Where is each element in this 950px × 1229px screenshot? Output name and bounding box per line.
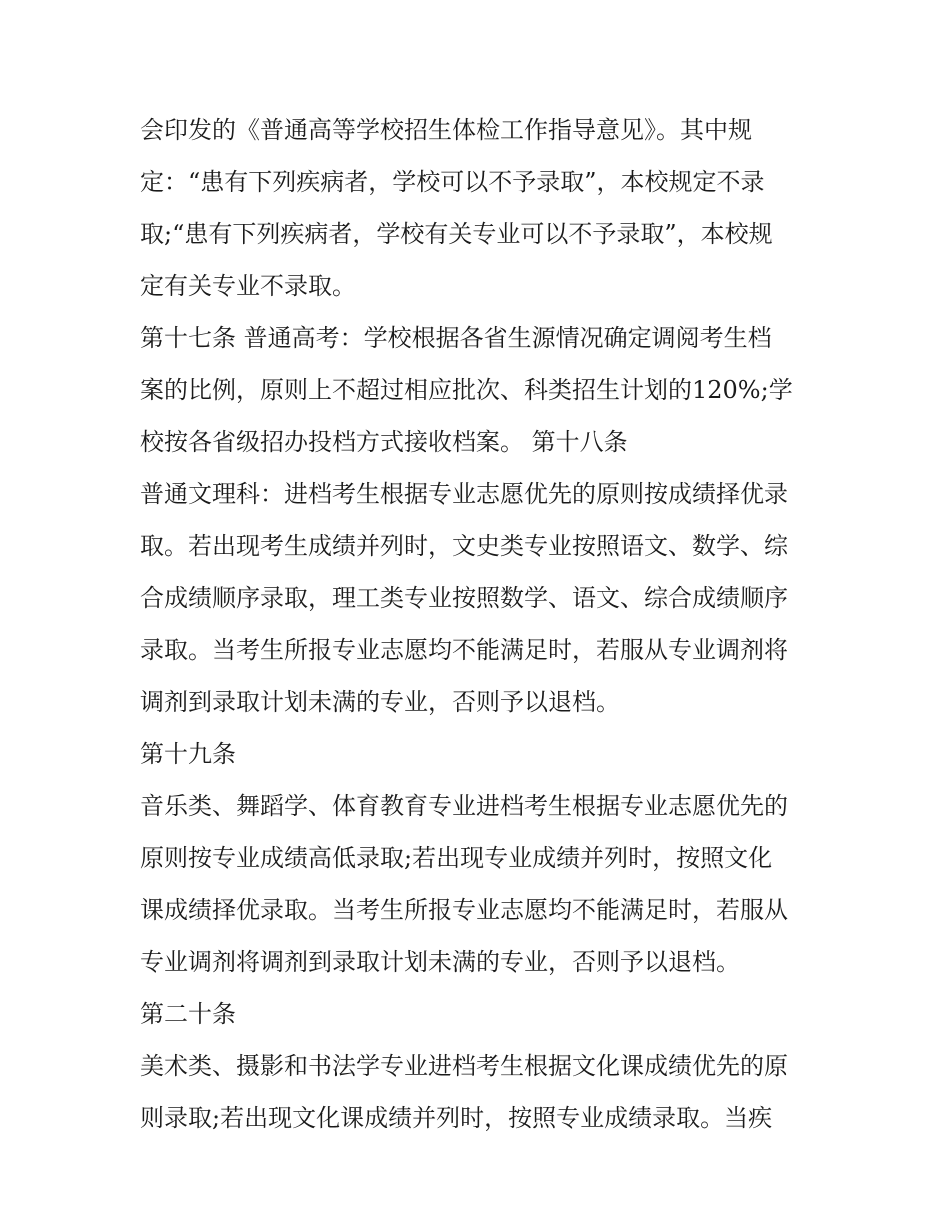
text-line: 课成绩择优录取。当考生所报专业志愿均不能满足时，若服从 xyxy=(140,896,788,924)
text-line: 取;“患有下列疾病者，学校有关专业可以不予录取”，本校规 xyxy=(140,220,773,248)
text-line: 调剂到录取计划未满的专业，否则予以退档。 xyxy=(140,688,620,716)
text-line: 合成绩顺序录取，理工类专业按照数学、语文、综合成绩顺序 xyxy=(140,584,788,612)
text-line: 录取。当考生所报专业志愿均不能满足时，若服从专业调剂将 xyxy=(140,636,788,664)
text-line: 取。若出现考生成绩并列时，文史类专业按照语文、数学、综 xyxy=(140,532,788,560)
article-17-line: 第十七条 普通高考：学校根据各省生源情况确定调阅考生档 xyxy=(140,324,772,352)
text-line: 原则按专业成绩高低录取;若出现专业成绩并列时，按照文化 xyxy=(140,844,773,872)
text-line: 校按各省级招办投档方式接收档案。 第十八条 xyxy=(140,428,628,456)
article-20-heading: 第二十条 xyxy=(140,1000,236,1028)
text-line: 专业调剂将调剂到录取计划未满的专业，否则予以退档。 xyxy=(140,948,740,976)
text-line: 案的比例，原则上不超过相应批次、科类招生计划的120%;学 xyxy=(140,376,793,404)
text-line: 音乐类、舞蹈学、体育教育专业进档考生根据专业志愿优先的 xyxy=(140,792,788,820)
text-line: 普通文理科：进档考生根据专业志愿优先的原则按成绩择优录 xyxy=(140,480,788,508)
text-line: 定有关专业不录取。 xyxy=(140,272,356,300)
article-19-heading: 第十九条 xyxy=(140,740,236,768)
text-line: 美术类、摄影和书法学专业进档考生根据文化课成绩优先的原 xyxy=(140,1052,788,1080)
text-line: 定：“患有下列疾病者，学校可以不予录取”，本校规定不录 xyxy=(140,168,765,196)
text-line: 则录取;若出现文化课成绩并列时，按照专业成绩录取。当疾 xyxy=(140,1104,773,1132)
document-body xyxy=(140,104,820,1144)
text-line: 会印发的《普通高等学校招生体检工作指导意见》。其中规 xyxy=(140,116,752,144)
